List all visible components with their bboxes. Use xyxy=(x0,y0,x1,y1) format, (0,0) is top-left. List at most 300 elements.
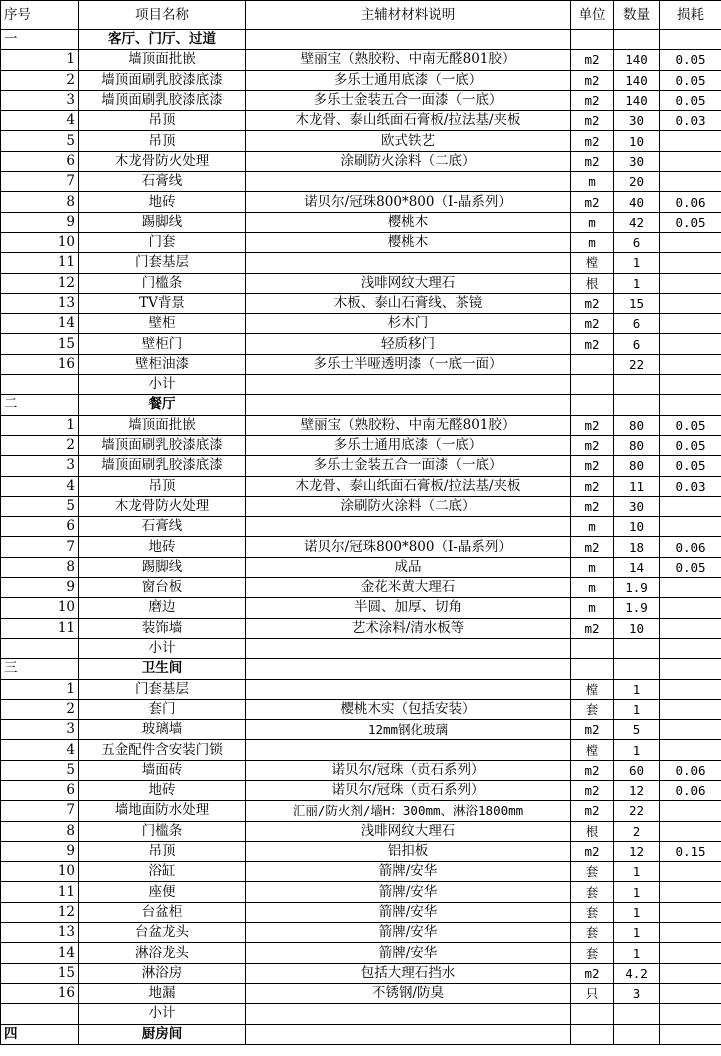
loss-rate: 0.05 xyxy=(660,456,721,476)
table-row xyxy=(1,253,721,273)
loss-rate xyxy=(660,923,721,943)
row-number: 15 xyxy=(1,963,79,983)
item-name: 木龙骨防火处理 xyxy=(79,151,246,171)
empty-cell xyxy=(246,659,571,679)
loss-rate xyxy=(660,273,721,293)
unit: m2 xyxy=(571,780,614,800)
empty-cell xyxy=(660,1024,721,1044)
row-number: 13 xyxy=(1,923,79,943)
quantity: 1 xyxy=(614,273,660,293)
quantity: 10 xyxy=(614,131,660,151)
row-number: 8 xyxy=(1,821,79,841)
item-name: 墙顶面批嵌 xyxy=(79,415,246,435)
unit: 根 xyxy=(571,273,614,293)
table-row xyxy=(1,780,721,800)
loss-rate xyxy=(660,172,721,192)
table-row xyxy=(1,111,721,131)
row-number: 9 xyxy=(1,841,79,861)
table-row xyxy=(1,821,721,841)
row-number: 6 xyxy=(1,517,79,537)
unit: m xyxy=(571,232,614,252)
material-desc: 壁丽宝（熟胶粉、中南无醛801胶） xyxy=(246,415,571,435)
quantity: 2 xyxy=(614,821,660,841)
empty-cell xyxy=(571,395,614,415)
row-number: 2 xyxy=(1,435,79,455)
unit: m2 xyxy=(571,151,614,171)
section-number: 三 xyxy=(1,659,79,679)
quantity: 1 xyxy=(614,679,660,699)
item-name: 墙面砖 xyxy=(79,760,246,780)
item-name: 浴缸 xyxy=(79,862,246,882)
loss-rate: 0.06 xyxy=(660,192,721,212)
loss-rate: 0.05 xyxy=(660,90,721,110)
subtotal-row xyxy=(1,1004,721,1024)
unit: 套 xyxy=(571,862,614,882)
table-row xyxy=(1,841,721,861)
material-desc: 箭牌/安华 xyxy=(246,902,571,922)
table-row xyxy=(1,862,721,882)
loss-rate xyxy=(660,902,721,922)
unit: m2 xyxy=(571,50,614,70)
unit: m2 xyxy=(571,720,614,740)
empty-cell xyxy=(571,30,614,50)
item-name: TV背景 xyxy=(79,293,246,313)
material-desc: 壁丽宝（熟胶粉、中南无醛801胶） xyxy=(246,50,571,70)
material-desc: 箭牌/安华 xyxy=(246,882,571,902)
subtotal-row xyxy=(1,638,721,658)
loss-rate xyxy=(660,963,721,983)
empty-cell xyxy=(571,375,614,395)
material-desc: 杉木门 xyxy=(246,314,571,334)
quantity: 6 xyxy=(614,334,660,354)
item-name: 墙顶面刷乳胶漆底漆 xyxy=(79,456,246,476)
row-number: 9 xyxy=(1,212,79,232)
quantity: 3 xyxy=(614,983,660,1003)
row-number: 11 xyxy=(1,618,79,638)
row-number: 5 xyxy=(1,131,79,151)
quantity: 30 xyxy=(614,151,660,171)
row-number: 4 xyxy=(1,476,79,496)
empty-cell xyxy=(246,375,571,395)
empty-cell xyxy=(660,659,721,679)
table-row xyxy=(1,801,721,821)
quantity: 60 xyxy=(614,760,660,780)
unit: m2 xyxy=(571,131,614,151)
material-desc xyxy=(246,679,571,699)
section-header-row xyxy=(1,659,721,679)
item-name: 踢脚线 xyxy=(79,557,246,577)
table-row xyxy=(1,760,721,780)
quantity: 22 xyxy=(614,354,660,374)
material-desc: 多乐士通用底漆（一底） xyxy=(246,70,571,90)
table-row xyxy=(1,618,721,638)
item-name: 门套基层 xyxy=(79,679,246,699)
row-number: 2 xyxy=(1,699,79,719)
table-row xyxy=(1,557,721,577)
unit: m2 xyxy=(571,456,614,476)
item-name: 壁柜门 xyxy=(79,334,246,354)
unit: m2 xyxy=(571,334,614,354)
material-desc: 箭牌/安华 xyxy=(246,943,571,963)
item-name: 吊顶 xyxy=(79,111,246,131)
table-row xyxy=(1,456,721,476)
table-row xyxy=(1,354,721,374)
row-number: 1 xyxy=(1,50,79,70)
empty-cell xyxy=(1,1004,79,1024)
loss-rate xyxy=(660,598,721,618)
material-desc: 箭牌/安华 xyxy=(246,862,571,882)
unit: m2 xyxy=(571,841,614,861)
quantity: 10 xyxy=(614,517,660,537)
unit: m2 xyxy=(571,435,614,455)
table-row xyxy=(1,415,721,435)
row-number: 12 xyxy=(1,273,79,293)
item-name: 台盆柜 xyxy=(79,902,246,922)
quantity: 80 xyxy=(614,456,660,476)
empty-cell xyxy=(246,1024,571,1044)
material-desc: 包括大理石挡水 xyxy=(246,963,571,983)
unit: m2 xyxy=(571,314,614,334)
table-row xyxy=(1,232,721,252)
row-number: 2 xyxy=(1,70,79,90)
quantity: 140 xyxy=(614,50,660,70)
quantity: 1 xyxy=(614,740,660,760)
loss-rate xyxy=(660,699,721,719)
material-desc: 多乐士金装五合一面漆（一底） xyxy=(246,90,571,110)
row-number: 3 xyxy=(1,90,79,110)
loss-rate xyxy=(660,232,721,252)
table-row xyxy=(1,172,721,192)
quantity: 22 xyxy=(614,801,660,821)
row-number: 7 xyxy=(1,537,79,557)
row-number: 6 xyxy=(1,151,79,171)
quantity: 14 xyxy=(614,557,660,577)
unit: m2 xyxy=(571,476,614,496)
header-name: 项目名称 xyxy=(79,1,246,30)
material-desc: 木龙骨、泰山纸面石膏板/拉法基/夹板 xyxy=(246,476,571,496)
unit: 套 xyxy=(571,699,614,719)
item-name: 墙地面防水处理 xyxy=(79,801,246,821)
loss-rate xyxy=(660,821,721,841)
row-number: 3 xyxy=(1,456,79,476)
unit: 套 xyxy=(571,923,614,943)
table-row xyxy=(1,476,721,496)
quantity: 80 xyxy=(614,435,660,455)
item-name: 吊顶 xyxy=(79,476,246,496)
empty-cell xyxy=(614,659,660,679)
material-desc xyxy=(246,172,571,192)
header-loss: 损耗 xyxy=(660,1,721,30)
quantity: 12 xyxy=(614,780,660,800)
item-name: 木龙骨防火处理 xyxy=(79,496,246,516)
material-desc: 轻质移门 xyxy=(246,334,571,354)
table-row xyxy=(1,50,721,70)
section-header-row xyxy=(1,1024,721,1044)
table-row xyxy=(1,537,721,557)
quantity: 4.2 xyxy=(614,963,660,983)
quantity: 1.9 xyxy=(614,598,660,618)
item-name: 石膏线 xyxy=(79,517,246,537)
row-number: 7 xyxy=(1,172,79,192)
unit: 樘 xyxy=(571,740,614,760)
quantity: 5 xyxy=(614,720,660,740)
row-number: 6 xyxy=(1,780,79,800)
header-material: 主辅材材料说明 xyxy=(246,1,571,30)
unit: m xyxy=(571,557,614,577)
item-name: 台盆龙头 xyxy=(79,923,246,943)
unit: 樘 xyxy=(571,679,614,699)
material-desc: 樱桃木 xyxy=(246,212,571,232)
material-desc: 木板、泰山石膏线、茶镜 xyxy=(246,293,571,313)
quantity: 15 xyxy=(614,293,660,313)
loss-rate xyxy=(660,253,721,273)
row-number: 10 xyxy=(1,862,79,882)
quantity: 140 xyxy=(614,70,660,90)
loss-rate xyxy=(660,131,721,151)
quantity: 1 xyxy=(614,862,660,882)
header-no: 序号 xyxy=(1,1,79,30)
loss-rate xyxy=(660,314,721,334)
table-row xyxy=(1,131,721,151)
row-number: 5 xyxy=(1,760,79,780)
material-desc: 不锈钢/防臭 xyxy=(246,983,571,1003)
quantity: 6 xyxy=(614,232,660,252)
item-name: 墙顶面批嵌 xyxy=(79,50,246,70)
item-name: 墙顶面刷乳胶漆底漆 xyxy=(79,90,246,110)
material-desc xyxy=(246,253,571,273)
material-desc: 浅啡网纹大理石 xyxy=(246,273,571,293)
table-row xyxy=(1,273,721,293)
loss-rate xyxy=(660,293,721,313)
item-name: 地漏 xyxy=(79,983,246,1003)
subtotal-label: 小计 xyxy=(79,638,246,658)
empty-cell xyxy=(660,1004,721,1024)
quantity: 1.9 xyxy=(614,578,660,598)
empty-cell xyxy=(246,638,571,658)
quantity: 140 xyxy=(614,90,660,110)
unit: m2 xyxy=(571,618,614,638)
unit: m2 xyxy=(571,537,614,557)
unit: 根 xyxy=(571,821,614,841)
loss-rate xyxy=(660,862,721,882)
row-number: 11 xyxy=(1,253,79,273)
row-number: 16 xyxy=(1,983,79,1003)
unit: m2 xyxy=(571,415,614,435)
material-desc: 汇丽/防火剂/墙H：300mm、淋浴1800mm xyxy=(246,801,571,821)
table-row xyxy=(1,699,721,719)
table-row xyxy=(1,740,721,760)
table-row xyxy=(1,578,721,598)
material-desc: 诺贝尔/冠珠（贡石系列） xyxy=(246,780,571,800)
material-desc: 箭牌/安华 xyxy=(246,923,571,943)
unit: m xyxy=(571,517,614,537)
item-name: 石膏线 xyxy=(79,172,246,192)
item-name: 门槛条 xyxy=(79,821,246,841)
material-desc: 樱桃木 xyxy=(246,232,571,252)
empty-cell xyxy=(1,375,79,395)
table-row xyxy=(1,293,721,313)
loss-rate: 0.05 xyxy=(660,557,721,577)
quantity: 1 xyxy=(614,923,660,943)
material-desc: 欧式铁艺 xyxy=(246,131,571,151)
material-desc: 艺术涂料/清水板等 xyxy=(246,618,571,638)
loss-rate: 0.05 xyxy=(660,70,721,90)
item-name: 地砖 xyxy=(79,537,246,557)
material-desc: 诺贝尔/冠珠800*800（I-晶系列） xyxy=(246,537,571,557)
row-number: 9 xyxy=(1,578,79,598)
loss-rate: 0.15 xyxy=(660,841,721,861)
loss-rate xyxy=(660,334,721,354)
header-unit: 单位 xyxy=(571,1,614,30)
quantity: 80 xyxy=(614,415,660,435)
row-number: 1 xyxy=(1,679,79,699)
item-name: 墙顶面刷乳胶漆底漆 xyxy=(79,435,246,455)
material-desc xyxy=(246,517,571,537)
table-row xyxy=(1,882,721,902)
unit: m xyxy=(571,172,614,192)
table-row xyxy=(1,902,721,922)
loss-rate xyxy=(660,740,721,760)
row-number: 13 xyxy=(1,293,79,313)
item-name: 装饰墙 xyxy=(79,618,246,638)
material-desc: 成品 xyxy=(246,557,571,577)
section-title: 卫生间 xyxy=(79,659,246,679)
unit: m xyxy=(571,598,614,618)
table-row xyxy=(1,435,721,455)
loss-rate: 0.06 xyxy=(660,780,721,800)
row-number: 4 xyxy=(1,111,79,131)
loss-rate xyxy=(660,801,721,821)
section-header-row xyxy=(1,395,721,415)
item-name: 吊顶 xyxy=(79,841,246,861)
empty-cell xyxy=(571,1024,614,1044)
material-desc: 金花米黄大理石 xyxy=(246,578,571,598)
unit: m2 xyxy=(571,70,614,90)
empty-cell xyxy=(571,1004,614,1024)
table-row xyxy=(1,192,721,212)
empty-cell xyxy=(660,638,721,658)
item-name: 壁柜油漆 xyxy=(79,354,246,374)
empty-cell xyxy=(614,395,660,415)
header-row xyxy=(1,1,721,30)
unit: m xyxy=(571,212,614,232)
item-name: 墙顶面刷乳胶漆底漆 xyxy=(79,70,246,90)
row-number: 10 xyxy=(1,598,79,618)
table-body xyxy=(1,1,721,1045)
loss-rate xyxy=(660,882,721,902)
empty-cell xyxy=(614,1004,660,1024)
section-title: 餐厅 xyxy=(79,395,246,415)
section-number: 二 xyxy=(1,395,79,415)
item-name: 淋浴龙头 xyxy=(79,943,246,963)
item-name: 套门 xyxy=(79,699,246,719)
unit: m2 xyxy=(571,90,614,110)
unit: m2 xyxy=(571,111,614,131)
table-row xyxy=(1,963,721,983)
item-name: 门套 xyxy=(79,232,246,252)
loss-rate: 0.03 xyxy=(660,111,721,131)
table-row xyxy=(1,720,721,740)
row-number: 15 xyxy=(1,334,79,354)
loss-rate xyxy=(660,679,721,699)
quantity: 1 xyxy=(614,699,660,719)
material-desc: 诺贝尔/冠珠（贡石系列） xyxy=(246,760,571,780)
row-number: 8 xyxy=(1,192,79,212)
section-title: 厨房间 xyxy=(79,1024,246,1044)
unit: m2 xyxy=(571,192,614,212)
quantity: 1 xyxy=(614,882,660,902)
unit: 套 xyxy=(571,902,614,922)
empty-cell xyxy=(614,30,660,50)
table-row xyxy=(1,598,721,618)
loss-rate: 0.05 xyxy=(660,212,721,232)
subtotal-row xyxy=(1,375,721,395)
loss-rate xyxy=(660,983,721,1003)
material-desc: 樱桃木实（包括安装） xyxy=(246,699,571,719)
item-name: 地砖 xyxy=(79,780,246,800)
empty-cell xyxy=(1,638,79,658)
material-desc: 木龙骨、泰山纸面石膏板/拉法基/夹板 xyxy=(246,111,571,131)
unit xyxy=(571,354,614,374)
item-name: 门槛条 xyxy=(79,273,246,293)
empty-cell xyxy=(246,30,571,50)
unit: 樘 xyxy=(571,253,614,273)
material-desc: 铝扣板 xyxy=(246,841,571,861)
subtotal-label: 小计 xyxy=(79,375,246,395)
section-header-row xyxy=(1,30,721,50)
empty-cell xyxy=(614,375,660,395)
row-number: 3 xyxy=(1,720,79,740)
quantity: 11 xyxy=(614,476,660,496)
empty-cell xyxy=(614,1024,660,1044)
item-name: 壁柜 xyxy=(79,314,246,334)
quantity: 12 xyxy=(614,841,660,861)
unit: 套 xyxy=(571,943,614,963)
row-number: 14 xyxy=(1,943,79,963)
loss-rate xyxy=(660,151,721,171)
table-row xyxy=(1,983,721,1003)
row-number: 10 xyxy=(1,232,79,252)
material-desc: 诺贝尔/冠珠800*800（I-晶系列） xyxy=(246,192,571,212)
loss-rate xyxy=(660,354,721,374)
quantity: 30 xyxy=(614,496,660,516)
row-number: 5 xyxy=(1,496,79,516)
table-row xyxy=(1,314,721,334)
item-name: 座便 xyxy=(79,882,246,902)
table-row xyxy=(1,943,721,963)
item-name: 地砖 xyxy=(79,192,246,212)
loss-rate xyxy=(660,720,721,740)
material-desc: 涂刷防火涂料（二底） xyxy=(246,496,571,516)
loss-rate: 0.06 xyxy=(660,537,721,557)
subtotal-label: 小计 xyxy=(79,1004,246,1024)
quantity: 30 xyxy=(614,111,660,131)
unit: m2 xyxy=(571,963,614,983)
item-name: 磨边 xyxy=(79,598,246,618)
quantity: 1 xyxy=(614,253,660,273)
unit: 套 xyxy=(571,882,614,902)
item-name: 玻璃墙 xyxy=(79,720,246,740)
unit: m2 xyxy=(571,801,614,821)
item-name: 五金配件含安装门锁 xyxy=(79,740,246,760)
loss-rate xyxy=(660,943,721,963)
empty-cell xyxy=(660,395,721,415)
quantity: 20 xyxy=(614,172,660,192)
loss-rate xyxy=(660,618,721,638)
material-desc: 多乐士通用底漆（一底） xyxy=(246,435,571,455)
loss-rate: 0.03 xyxy=(660,476,721,496)
row-number: 16 xyxy=(1,354,79,374)
